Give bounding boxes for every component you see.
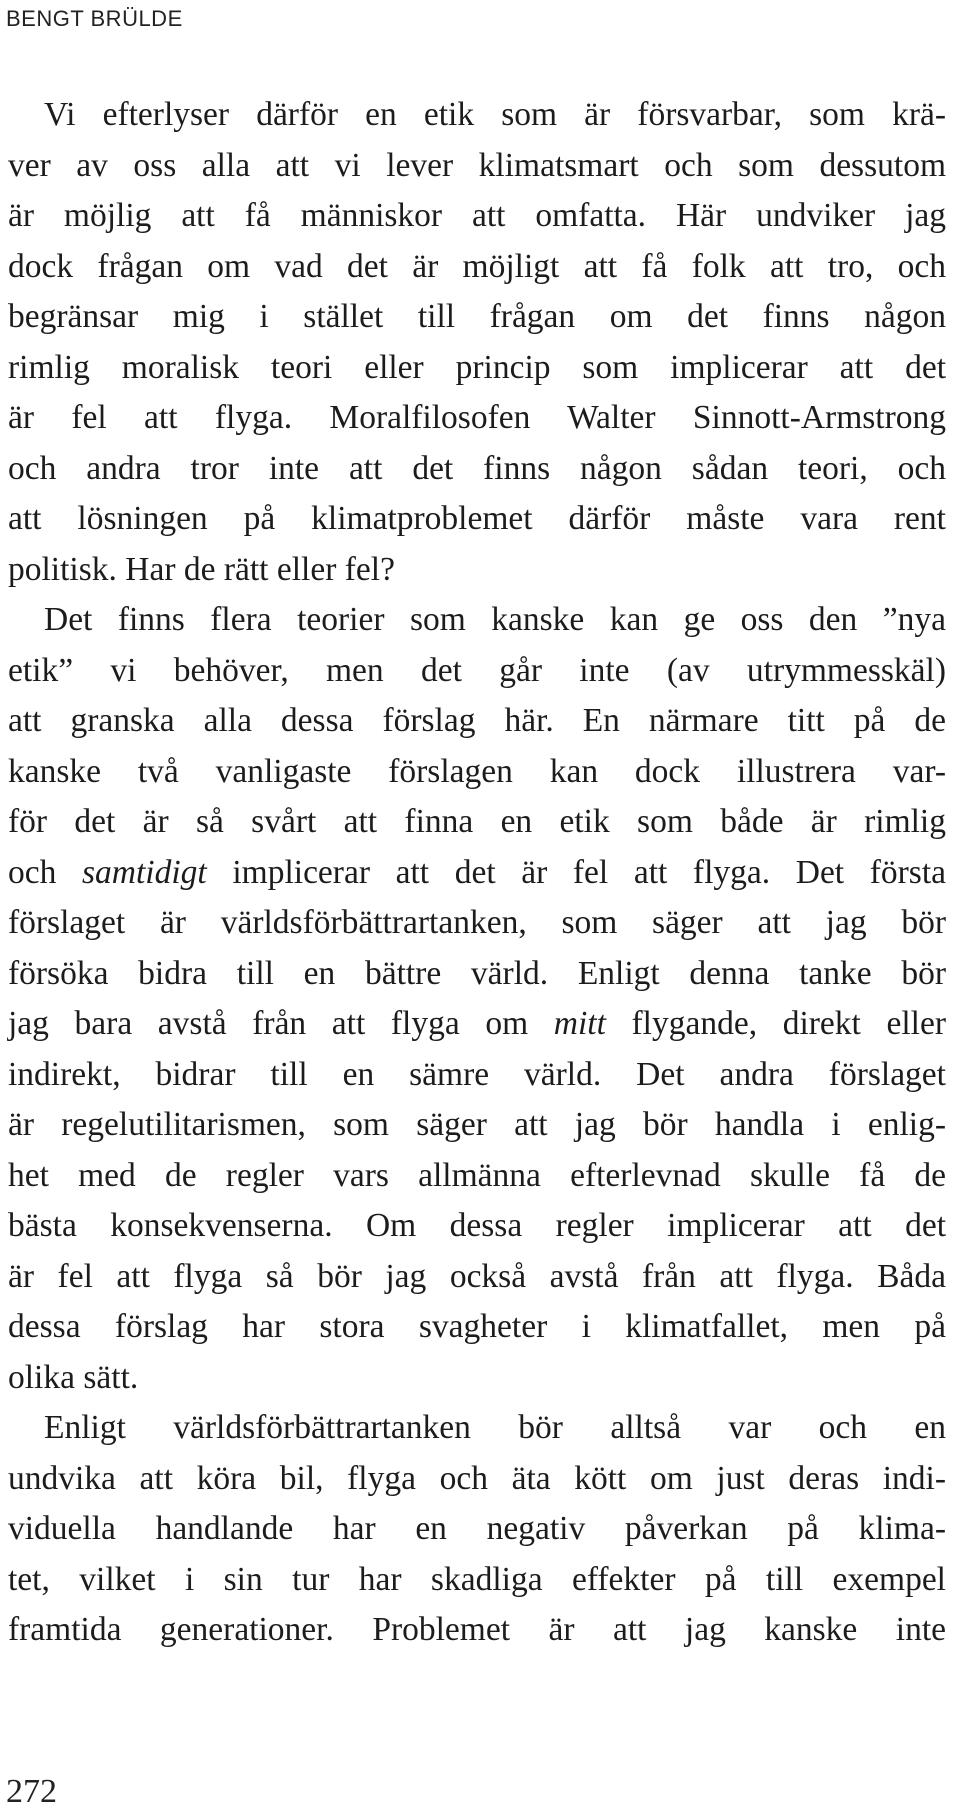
text-line: bästa konsekvenserna. Om dessa regler implicerar att det bbox=[8, 1207, 946, 1244]
text-line: kanske två vanligaste förslagen kan dock illustrera var- bbox=[8, 752, 946, 790]
text-line-with-italic bbox=[8, 999, 946, 1050]
text-line: het med de regler vars allmänna efterlevnad skulle få de bbox=[8, 1156, 946, 1194]
text-line: Enligt världsförbättrartanken bör alltså var och en bbox=[44, 1409, 946, 1446]
text-line: rimlig moralisk teori eller princip som implicerar att det bbox=[8, 348, 946, 386]
text-line: och andra tror inte att det finns någon sådan teori, och bbox=[8, 449, 946, 487]
italic-text: mitt bbox=[553, 1005, 606, 1042]
paragraph bbox=[8, 90, 946, 595]
text-line: är regelutilitarismen, som säger att jag bör handla i enlig- bbox=[8, 1106, 946, 1143]
text-line: dock frågan om vad det är möjligt att få folk att tro, och bbox=[8, 247, 946, 285]
text-line: för det är så svårt att finna en etik som både är rimlig bbox=[8, 803, 946, 840]
text-line: att granska alla dessa förslag här. En närmare titt på de bbox=[8, 702, 946, 739]
text-run: jag bara avstå från att flyga om bbox=[8, 1005, 554, 1042]
text-line: tet, vilket i sin tur har skadliga effekter på till exempel bbox=[8, 1560, 946, 1598]
text-run: implicerar att det är fel att flyga. Det första bbox=[206, 853, 947, 891]
text-line: begränsar mig i stället till frågan om det finns någon bbox=[8, 298, 946, 335]
text-line: politisk. Har de rätt eller fel? bbox=[8, 550, 395, 588]
text-line: olika sätt. bbox=[8, 1358, 139, 1396]
text-line: dessa förslag har stora svagheter i klimatfallet, men på bbox=[8, 1308, 946, 1345]
italic-text: samtidigt bbox=[82, 853, 207, 891]
text-line: Vi efterlyser därför en etik som är försvarbar, som krä- bbox=[44, 96, 946, 133]
text-line: undvika att köra bil, flyga och äta kött om just deras indi- bbox=[8, 1459, 946, 1497]
paragraph bbox=[8, 1403, 946, 1656]
text-line: etik” vi behöver, men det går inte (av utrymmesskäl) bbox=[8, 651, 946, 689]
text-run: flygande, direkt eller bbox=[605, 1005, 946, 1042]
text-line: ver av oss alla att vi lever klimatsmart och som dessutom bbox=[8, 146, 946, 184]
text-line: är möjlig att få människor att omfatta. Här undviker jag bbox=[8, 197, 946, 234]
running-head: BENGT BRÜLDE bbox=[6, 6, 183, 31]
text-line: Det finns flera teorier som kanske kan ge oss den ”nya bbox=[44, 601, 946, 638]
text-line: indirekt, bidrar till en sämre värld. Det andra förslaget bbox=[8, 1055, 946, 1093]
text-line: förslaget är världsförbättrartanken, som säger att jag bör bbox=[8, 904, 946, 941]
paragraph bbox=[8, 595, 946, 1403]
text-run: och bbox=[8, 853, 82, 891]
text-line: försöka bidra till en bättre värld. Enligt denna tanke bör bbox=[8, 954, 946, 992]
text-line: är fel att flyga. Moralfilosofen Walter Sinnott-Armstrong bbox=[8, 399, 946, 436]
text-line-with-italic bbox=[8, 848, 946, 899]
page-number: 272 bbox=[6, 1773, 57, 1810]
text-line: att lösningen på klimatproblemet därför måste vara rent bbox=[8, 500, 946, 537]
body-text bbox=[8, 90, 946, 1656]
text-line: viduella handlande har en negativ påverkan på klima- bbox=[8, 1510, 946, 1547]
text-line: framtida generationer. Problemet är att jag kanske inte bbox=[8, 1611, 946, 1648]
text-line: är fel att flyga så bör jag också avstå från att flyga. Båda bbox=[8, 1257, 946, 1295]
